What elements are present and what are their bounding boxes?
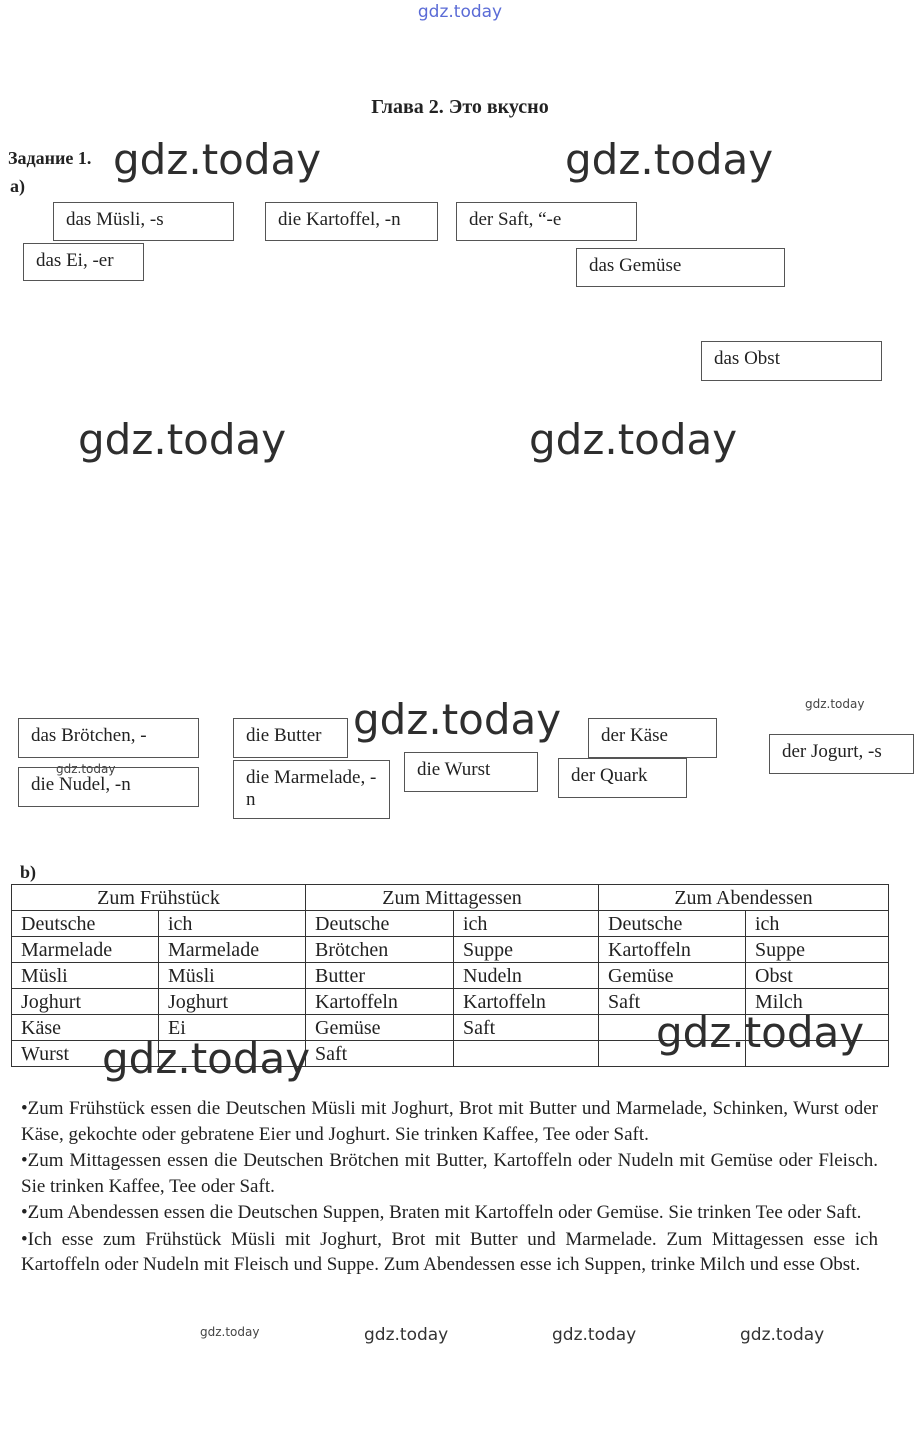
meal-header: Zum Frühstück: [12, 885, 306, 911]
watermark: gdz.today: [656, 1008, 865, 1057]
word-card: die Kartoffel, -n: [265, 202, 438, 241]
watermark: gdz.today: [353, 695, 562, 744]
table-cell: Deutsche: [12, 911, 159, 937]
watermark: gdz.today: [529, 415, 738, 464]
table-cell: Saft: [599, 989, 746, 1015]
word-card: die Marmelade, -n: [233, 760, 390, 819]
table-cell: Joghurt: [159, 989, 306, 1015]
table-cell: Suppe: [454, 937, 599, 963]
table-cell: Käse: [12, 1015, 159, 1041]
table-subheader-row: [12, 911, 889, 937]
table-cell: Nudeln: [454, 963, 599, 989]
table-cell: [454, 1041, 599, 1067]
table-cell: Joghurt: [12, 989, 159, 1015]
word-card: das Gemüse: [576, 248, 785, 287]
meal-header: Zum Abendessen: [599, 885, 889, 911]
table-cell: Marmelade: [12, 937, 159, 963]
watermark: gdz.today: [102, 1034, 311, 1083]
table-cell: Marmelade: [159, 937, 306, 963]
word-card: der Saft, “-e: [456, 202, 637, 241]
table-cell: Gemüse: [306, 1015, 454, 1041]
table-cell: Müsli: [12, 963, 159, 989]
watermark: gdz.today: [78, 415, 287, 464]
task-label: Задание 1.: [8, 148, 92, 168]
word-card: die Butter: [233, 718, 348, 758]
table-cell: Suppe: [746, 937, 889, 963]
table-cell: Kartoffeln: [454, 989, 599, 1015]
paragraph: •Zum Abendessen essen die Deutschen Suppen, Braten mit Kartoffeln oder Gemüse. Sie trinken Tee oder Saft.: [21, 1202, 862, 1223]
word-card: der Quark: [558, 758, 687, 798]
table-cell: Butter: [306, 963, 454, 989]
table-cell: Müsli: [159, 963, 306, 989]
word-card: das Ei, -er: [23, 243, 144, 281]
part-a-label: a): [10, 176, 25, 196]
table-cell: Milch: [746, 989, 889, 1015]
watermark: gdz.today: [113, 135, 322, 184]
watermark: gdz.today: [565, 135, 774, 184]
table-cell: ich: [159, 911, 306, 937]
chapter-title: Глава 2. Это вкусно: [371, 96, 549, 118]
watermark: gdz.today: [552, 1325, 637, 1345]
table-cell: Gemüse: [599, 963, 746, 989]
word-card: die Wurst: [404, 752, 538, 792]
watermark: gdz.today: [740, 1325, 825, 1345]
word-card: das Müsli, -s: [53, 202, 234, 241]
meal-header: Zum Mittagessen: [306, 885, 599, 911]
table-cell: Saft: [306, 1041, 454, 1067]
watermark: gdz.today: [364, 1325, 449, 1345]
word-card: die Nudel, -n: [18, 767, 199, 807]
table-row: [12, 963, 889, 989]
table-cell: Kartoffeln: [306, 989, 454, 1015]
part-b-label: b): [20, 862, 37, 882]
table-cell: Wurst: [12, 1041, 159, 1067]
word-card: das Obst: [701, 341, 882, 381]
table-cell: ich: [746, 911, 889, 937]
watermark: gdz.today: [56, 762, 116, 776]
word-card: das Brötchen, -: [18, 718, 199, 758]
paragraph: •Zum Frühstück essen die Deutschen Müsli mit Joghurt, Brot mit Butter und Marmelade, Schinken, Wurst oder Käse, gekochte oder gebratene Eier und Joghurt. Sie trinken Kaffee, Tee oder Saft.: [21, 1098, 878, 1145]
word-card: der Jogurt, -s: [769, 734, 914, 774]
table-cell: Deutsche: [599, 911, 746, 937]
table-cell: Deutsche: [306, 911, 454, 937]
table-header-row: [12, 885, 889, 911]
table-cell: Saft: [454, 1015, 599, 1041]
table-cell: Kartoffeln: [599, 937, 746, 963]
table-cell: ich: [454, 911, 599, 937]
top-watermark: gdz.today: [417, 2, 503, 22]
table-cell: Ei: [159, 1015, 306, 1041]
paragraph: •Ich esse zum Frühstück Müsli mit Joghurt, Brot mit Butter und Marmelade. Zum Mittagessen esse ich Kartoffeln oder Nudeln mit Fleisch und Suppe. Zum Abendessen esse ich Suppen, trinke Milch und esse Obst.: [21, 1228, 878, 1275]
table-row: [12, 937, 889, 963]
word-card: der Käse: [588, 718, 717, 758]
watermark: gdz.today: [805, 697, 865, 711]
answer-text: [21, 1096, 878, 1279]
table-cell: Obst: [746, 963, 889, 989]
watermark: gdz.today: [200, 1325, 260, 1339]
paragraph: •Zum Mittagessen essen die Deutschen Brötchen mit Butter, Kartoffeln oder Nudeln mit Gemüse oder Fleisch. Sie trinken Kaffee, Tee oder Saft.: [21, 1150, 878, 1197]
table-cell: Brötchen: [306, 937, 454, 963]
